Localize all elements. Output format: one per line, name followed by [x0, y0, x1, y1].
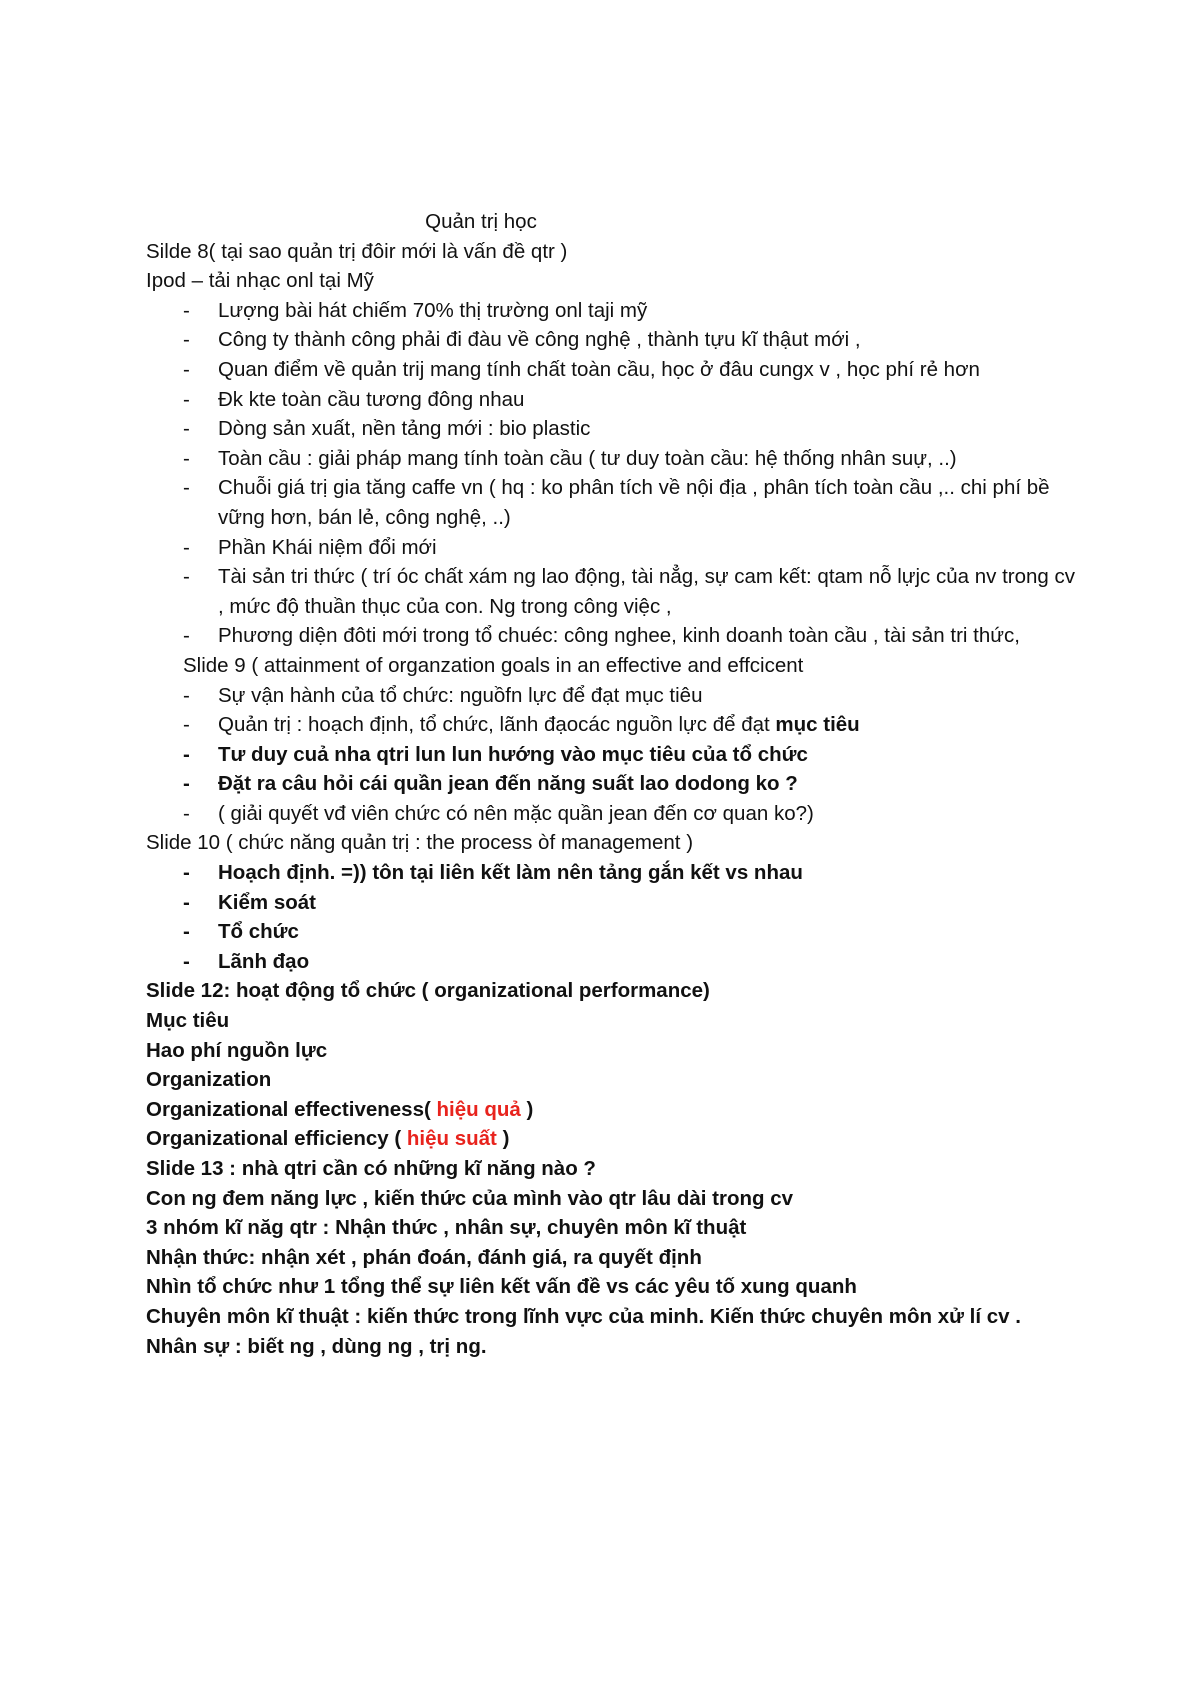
bullet-dash: -	[183, 713, 190, 737]
bullet-dash: -	[183, 742, 190, 766]
bullet-dash: -	[183, 476, 190, 500]
bullet-dash: -	[183, 861, 190, 885]
bullet-dash: -	[183, 949, 190, 973]
list-item: - Hoạch định. =)) tôn tại liên kết làm nên tảng gắn kết vs nhau	[146, 858, 1086, 888]
ipod-line: Ipod – tải nhạc onl tại Mỹ	[146, 269, 374, 293]
text-line: Nhận thức: nhận xét , phán đoán, đánh giá, ra quyết định	[146, 1245, 702, 1269]
document-title: Quản trị học	[425, 210, 537, 233]
list-item: - Sự vận hành của tổ chức: nguồfn lực để đạt mục tiêu	[146, 681, 1086, 711]
document-body	[146, 207, 1086, 1361]
slide-12-heading: Slide 12: hoạt động tổ chức ( organizational performance)	[146, 979, 710, 1003]
bullet-dash: -	[183, 624, 190, 648]
bullet-text-bold: mục tiêu	[775, 713, 860, 737]
bullet-dash: -	[183, 565, 190, 589]
slide-12-section	[146, 976, 1086, 1154]
bullet-dash: -	[183, 772, 190, 796]
slide-10-bullet-list	[146, 858, 1086, 976]
text-line: Mục tiêu	[146, 1009, 230, 1033]
slide-9-heading: Slide 9 ( attainment of organzation goals in an effective and effcicent	[183, 653, 804, 677]
slide-13-section	[146, 1154, 1086, 1361]
bullet-dash: -	[183, 535, 190, 559]
list-item: - Đặt ra câu hỏi cái quần jean đến năng suất lao dodong ko ?	[146, 769, 1086, 799]
text-line: Hao phí nguồn lực	[146, 1038, 328, 1062]
slide-13-heading: Slide 13 : nhà qtri cần có những kĩ năng nào ?	[146, 1157, 596, 1180]
text-line: Nhân sự : biết ng , dùng ng , trị ng.	[146, 1334, 487, 1358]
list-item: - Công ty thành công phải đi đàu về công nghệ , thành tựu kĩ thậut mới ,	[146, 325, 1086, 355]
list-item: - Chuỗi giá trị gia tăng caffe vn ( hq : ko phân tích về nội địa , phân tích toàn cầu ,.. chi phí bề vững hơn, bán lẻ, công nghệ, ..)	[146, 473, 1086, 532]
list-item: - Tài sản tri thức ( trí óc chất xám ng lao động, tài nẳg, sự cam kết: qtam nỗ lựjc của nv trong cv , mức độ thuần thục của con. Ng trong công việc ,	[146, 562, 1086, 621]
efficiency-line: Organizational efficiency ( hiệu suất )	[146, 1127, 510, 1151]
bullet-dash: -	[183, 357, 190, 381]
text-line: Nhìn tổ chức như 1 tổng thể sự liên kết vấn đề vs các yêu tố xung quanh	[146, 1275, 857, 1299]
list-item: - Lượng bài hát chiếm 70% thị trường onl taji mỹ	[146, 296, 1086, 326]
list-item: - Kiểm soát	[146, 888, 1086, 918]
bullet-dash: -	[183, 801, 190, 825]
slide-10-heading: Slide 10 ( chức năng quản trị : the process òf management )	[146, 831, 694, 855]
list-item: - ( giải quyết vđ viên chức có nên mặc quần jean đến cơ quan ko?)	[146, 799, 1086, 829]
slide-8-heading: Silde 8( tại sao quản trị đôir mới là vấn đề qtr )	[146, 239, 568, 263]
list-item: - Phần Khái niệm đổi mới	[146, 533, 1086, 563]
bullet-dash: -	[183, 446, 190, 470]
bullet-dash: -	[183, 683, 190, 707]
text-line: Con ng đem năng lực , kiến thức của mình vào qtr lâu dài trong cv	[146, 1186, 794, 1210]
bullet-text-normal: Quản trị : hoạch định, tổ chức, lãnh đạocác nguồn lực để đạt	[218, 713, 776, 737]
bullet-dash: -	[183, 328, 190, 352]
slide-9-bullet-list	[146, 681, 1086, 829]
slide-8-bullet-list	[146, 296, 1086, 651]
text-line: 3 nhóm kĩ năg qtr : Nhận thức , nhân sự, chuyên môn kĩ thuật	[146, 1216, 747, 1240]
effectiveness-line: Organizational effectiveness( hiệu quả )	[146, 1097, 534, 1121]
highlight-red-text: hiệu suất	[406, 1127, 497, 1151]
bullet-dash: -	[183, 417, 190, 441]
list-item: - Tư duy cuả nha qtri lun lun hướng vào mục tiêu của tổ chức	[146, 740, 1086, 770]
list-item: - Toàn cầu : giải pháp mang tính toàn cầu ( tư duy toàn cầu: hệ thống nhân suự, ..)	[146, 444, 1086, 474]
list-item: - Tổ chức	[146, 917, 1086, 947]
list-item: - Dòng sản xuất, nền tảng mới : bio plastic	[146, 414, 1086, 444]
list-item: - Phương diện đôti mới trong tổ chuéc: công nghee, kinh doanh toàn cầu , tài sản tri thức,	[146, 621, 1086, 651]
highlight-red-text: hiệu quả	[436, 1097, 521, 1121]
list-item: - Quan điểm về quản trij mang tính chất toàn cầu, học ở đâu cungx v , học phí rẻ hơn	[146, 355, 1086, 385]
bullet-dash: -	[183, 387, 190, 411]
bullet-dash: -	[183, 298, 190, 322]
bullet-dash: -	[183, 920, 190, 944]
list-item	[146, 710, 1086, 740]
text-line: Organization	[146, 1068, 272, 1092]
list-item: - Đk kte toàn cầu tương đông nhau	[146, 385, 1086, 415]
list-item: - Lãnh đạo	[146, 947, 1086, 977]
bullet-dash: -	[183, 890, 190, 914]
text-line: Chuyên môn kĩ thuật : kiến thức trong lĩnh vực của minh. Kiến thức chuyên môn xử lí cv .	[146, 1304, 1021, 1328]
